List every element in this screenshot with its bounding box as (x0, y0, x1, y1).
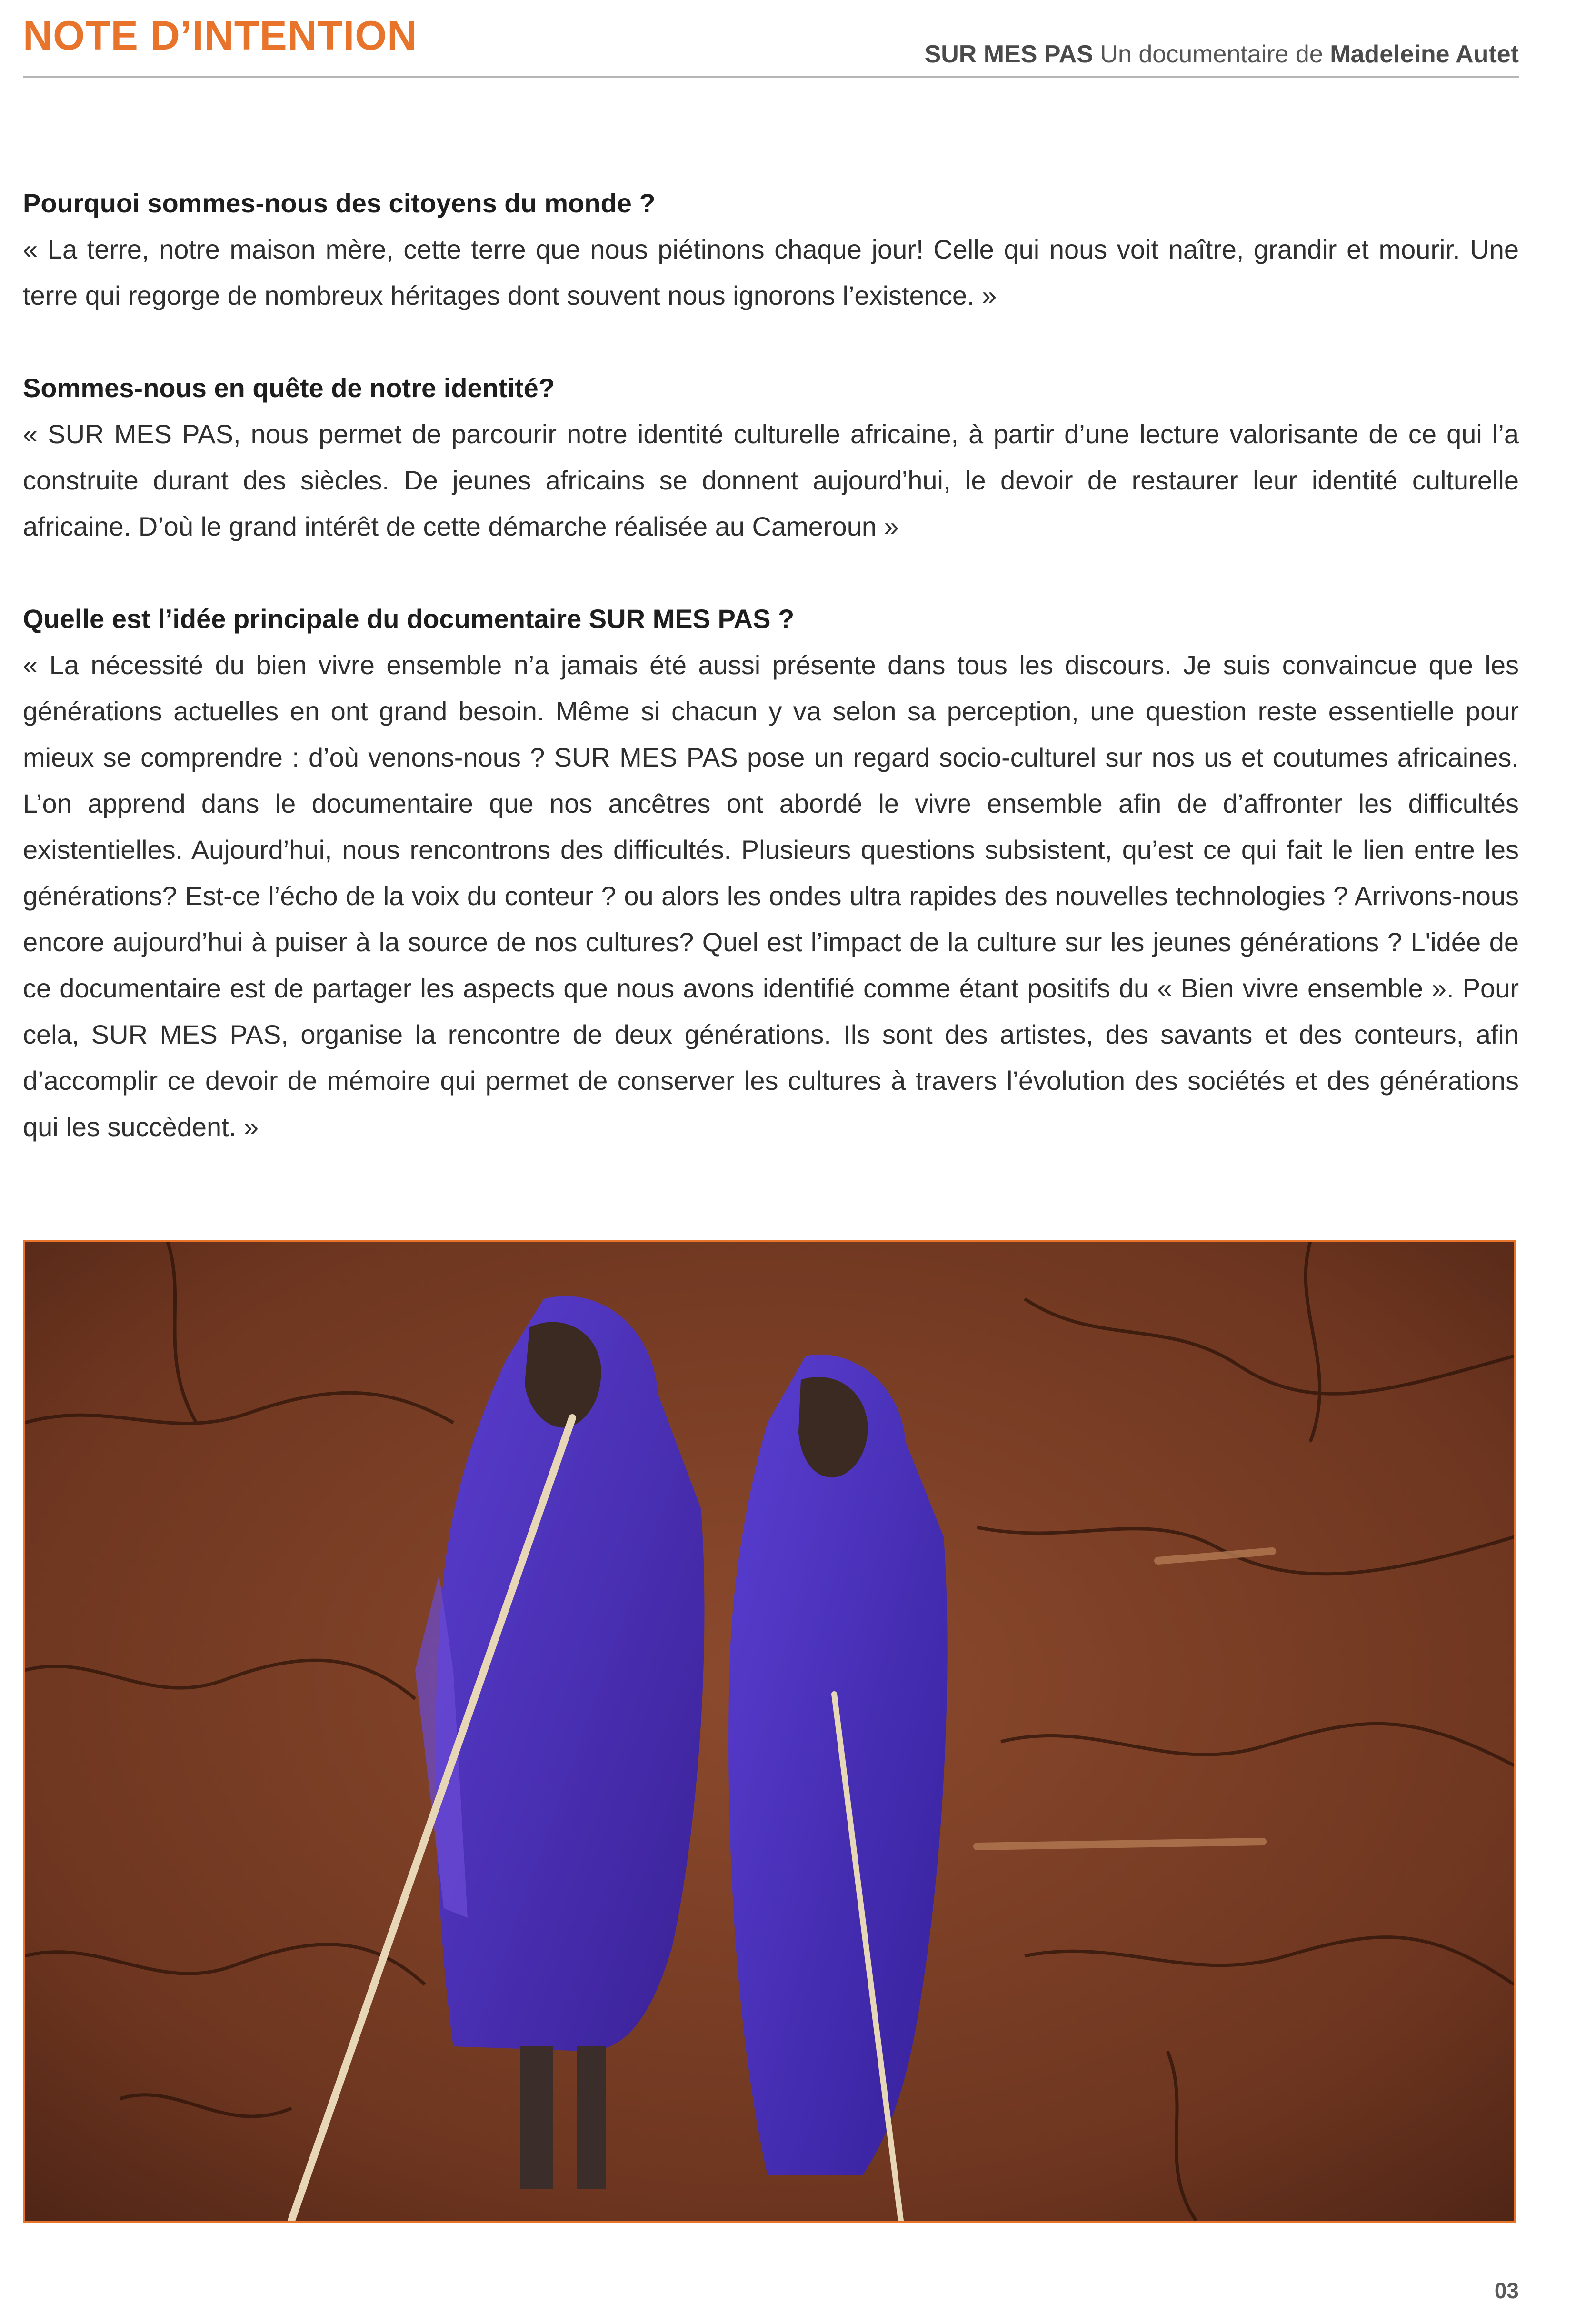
photo-illustration (25, 1242, 1514, 2221)
section-question: Sommes-nous en quête de notre identité? (23, 373, 555, 403)
section-identite (23, 365, 1519, 549)
section-question: Quelle est l’idée principale du documentaire SUR MES PAS ? (23, 604, 795, 634)
documentary-photo (23, 1240, 1516, 2223)
author-name: Madeleine Autet (1330, 40, 1519, 68)
section-answer: « La terre, notre maison mère, cette terre que nous piétinons chaque jour! Celle qui nous voit naître, grandir et mourir. Une terre qui regorge de nombreux héritages dont souvent nous ignorons l’existence. » (23, 234, 1519, 310)
page-number: 03 (1494, 2278, 1519, 2303)
main-content (23, 180, 1519, 1196)
section-question: Pourquoi sommes-nous des citoyens du monde ? (23, 188, 656, 218)
section-idee-principale (23, 596, 1519, 1150)
page-title: NOTE D’INTENTION (23, 13, 418, 59)
section-answer: « La nécessité du bien vivre ensemble n’a jamais été aussi présente dans tous les discours. Je suis convaincue que les générations actuelles en ont grand besoin. Même si chacun y va selon sa perception, une question reste essentielle pour mieux se comprendre : d’où venons-nous ? SUR MES PAS pose un regard socio-culturel sur nos us et coutumes africaines. L’on apprend dans le documentaire que nos ancêtres ont abordé le vivre ensemble afin de d’affronter les difficultés existentielles. Aujourd’hui, nous rencontrons des difficultés. Plusieurs questions subsistent, qu’est ce qui fait le lien entre les générations? Est-ce l’écho de la voix du conteur ? ou alors les ondes ultra rapides des nouvelles technologies ? Arrivons-nous encore aujourd’hui à puiser à la source de nos cultures? Quel est l’impact de la culture sur les jeunes générations ? L'idée de ce documentaire est de partager les aspects que nous avons identifié comme étant positifs du « Bien vivre ensemble ». Pour cela, SUR MES PAS, organise la rencontre de deux générations. Ils sont des artistes, des savants et des conteurs, afin d’accomplir ce devoir de mémoire qui permet de conserver les cultures à travers l’évolution des sociétés et des générations qui les succèdent. » (23, 650, 1519, 1142)
section-citoyens (23, 180, 1519, 319)
header-subtitle: Un documentaire de (1100, 40, 1323, 68)
film-title: SUR MES PAS (924, 40, 1093, 68)
header-divider (23, 76, 1519, 78)
document-header-info (925, 40, 1519, 69)
section-answer: « SUR MES PAS, nous permet de parcourir notre identité culturelle africaine, à partir d’une lecture valorisante de ce qui l’a construite durant des siècles. De jeunes africains se donnent aujourd’hui, le devoir de restaurer leur identité culturelle africaine. D’où le grand intérêt de cette démarche réalisée au Cameroun » (23, 419, 1519, 541)
